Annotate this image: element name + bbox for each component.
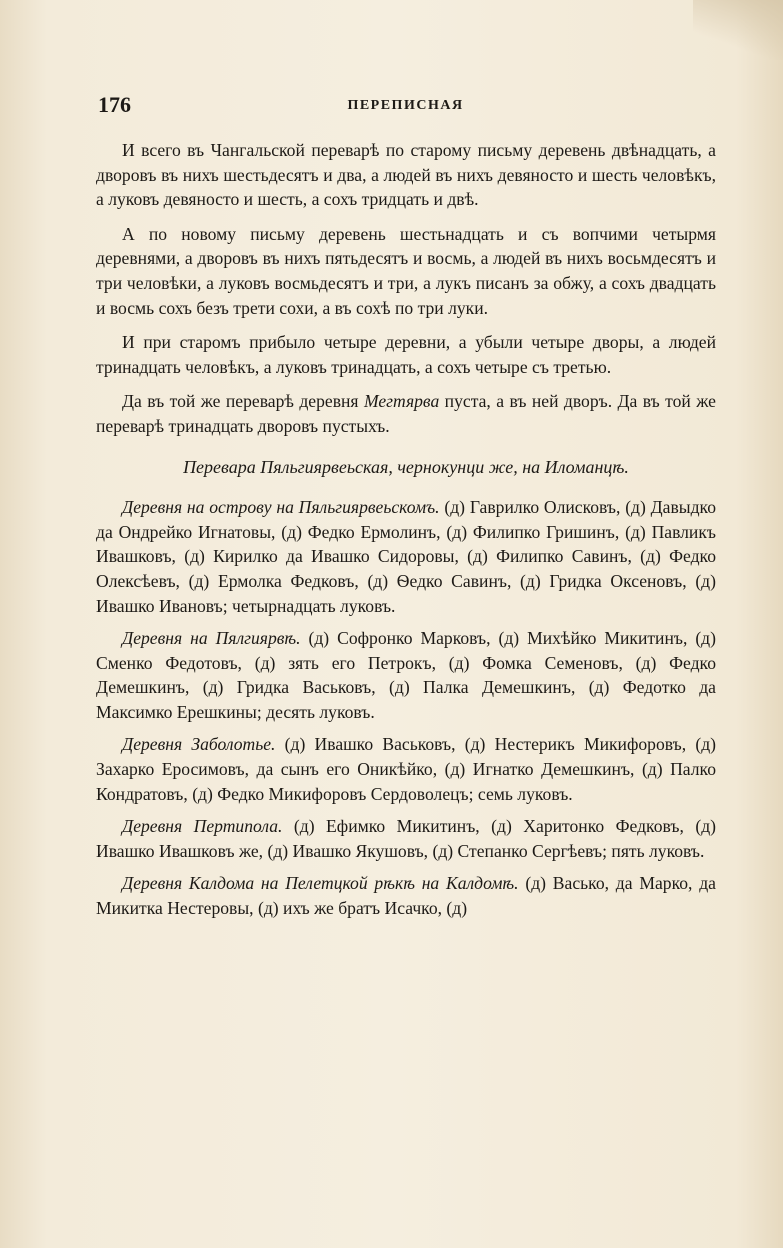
village-entry-zabolote (96, 732, 716, 806)
running-title: ПЕРЕПИСНАЯ (347, 98, 464, 113)
paragraph-1: И всего въ Чангальской переварѣ по старому письму деревень двѣнадцать, а дворовъ въ нихъ шестьдесятъ и два, а людей въ нихъ девяносто и шесть человѣкъ, а луковъ девяносто и шесть, а сохъ тридцать и двѣ. (96, 140, 716, 210)
village-title: Деревня Пертипола. (122, 816, 283, 837)
paragraph-2: А по новому письму деревень шестьнадцать и съ вопчими четырмя деревнями, а дворовъ въ нихъ пятьдесятъ и восмь, а людей въ нихъ восьмдесятъ и три человѣки, а луковъ восмьдесятъ и три, а лукъ писанъ за обжу, а сохъ двадцать и восмь сохъ безъ трети сохи, а въ сохѣ по три луки. (96, 223, 716, 318)
village-title: Деревня на острову на Пяльгиярвеьскомъ. (122, 497, 440, 518)
village-entry-ostrov (96, 495, 716, 618)
paragraph-4 (96, 389, 716, 438)
village-title: Деревня Заболотье. (122, 734, 276, 755)
village-residents: (д) Васько, да Марко, да Микитка Нестеровы, (д) ихъ же братъ Исачко, (д) (96, 873, 716, 919)
paragraph-3 (96, 330, 716, 379)
village-entry-pertipola (96, 814, 716, 863)
village-entry-pyalgiyarv (96, 626, 716, 724)
paragraph-4-text-a: Да въ той же переварѣ деревня (122, 391, 364, 412)
village-residents: (д) Ивашко Васьковъ, (д) Нестерикъ Микифоровъ, (д) Захарко Еросимовъ, да сынъ его Оникѣйко, (д) Игнатко Демешкинъ, (д) Палко Кондратовъ, (д) Федко Микифоровъ Сердоволецъ; семь луковъ. (96, 734, 716, 804)
village-residents: (д) Гаврилко Олисковъ, (д) Давыдко да Ондрейко Игнатовы, (д) Федко Ермолинъ, (д) Филипко Гришинъ, (д) Павликъ Ивашковъ, (д) Кирилко да Ивашко Сидоровы, (д) Филипко Савинъ, (д) Федко Олексѣевъ, (д) Ермолка Федковъ, (д) Ѳедко Савинъ, (д) Гридка Оксеновъ, (д) Ивашко Ивановъ; четырнадцать луковъ. (96, 497, 716, 616)
page-corner-fold (693, 0, 783, 60)
page-header (98, 92, 713, 122)
village-residents: (д) Ефимко Микитинъ, (д) Харитонко Федковъ, (д) Ивашко Ивашковъ же, (д) Ивашко Якушовъ, (д) Степанко Сергѣевъ; пять луковъ. (96, 816, 717, 861)
village-title: Деревня Калдома на Пелетцкой рѣкѣ на Калдомѣ. (122, 873, 519, 894)
village-entry-kaldoma (96, 871, 716, 920)
village-residents: (д) Софронко Марковъ, (д) Михѣйко Микитинъ, (д) Сменко Федотовъ, (д) зять его Петрокъ, (д) Фомка Семеновъ, (д) Федко Демешкинъ, (д) Гридка Васьковъ, (д) Палка Демешкинъ, (д) Федотко да Максимко Ерешкины; десять луковъ. (96, 628, 716, 722)
section-heading: Перевара Пяльгиярвеьская, чернокунци же, на Иломанцѣ. (183, 456, 629, 477)
paragraph-4-text-b: пуста, а въ ней дворъ. Да въ той же переварѣ тринадцать дворовъ пустыхъ. (96, 391, 716, 436)
paragraph-3-text: И при старомъ прибыло четыре деревни, а убыли четыре дворы, а людей тринадцать человѣкъ, а луковъ тринадцать, а сохъ четыре съ третью. (96, 332, 716, 377)
village-title: Деревня на Пялгиярвѣ. (122, 628, 301, 649)
village-name-megtyarva: Мегтярва (363, 391, 440, 412)
page-number: 176 (98, 92, 131, 117)
page-body (96, 138, 716, 929)
